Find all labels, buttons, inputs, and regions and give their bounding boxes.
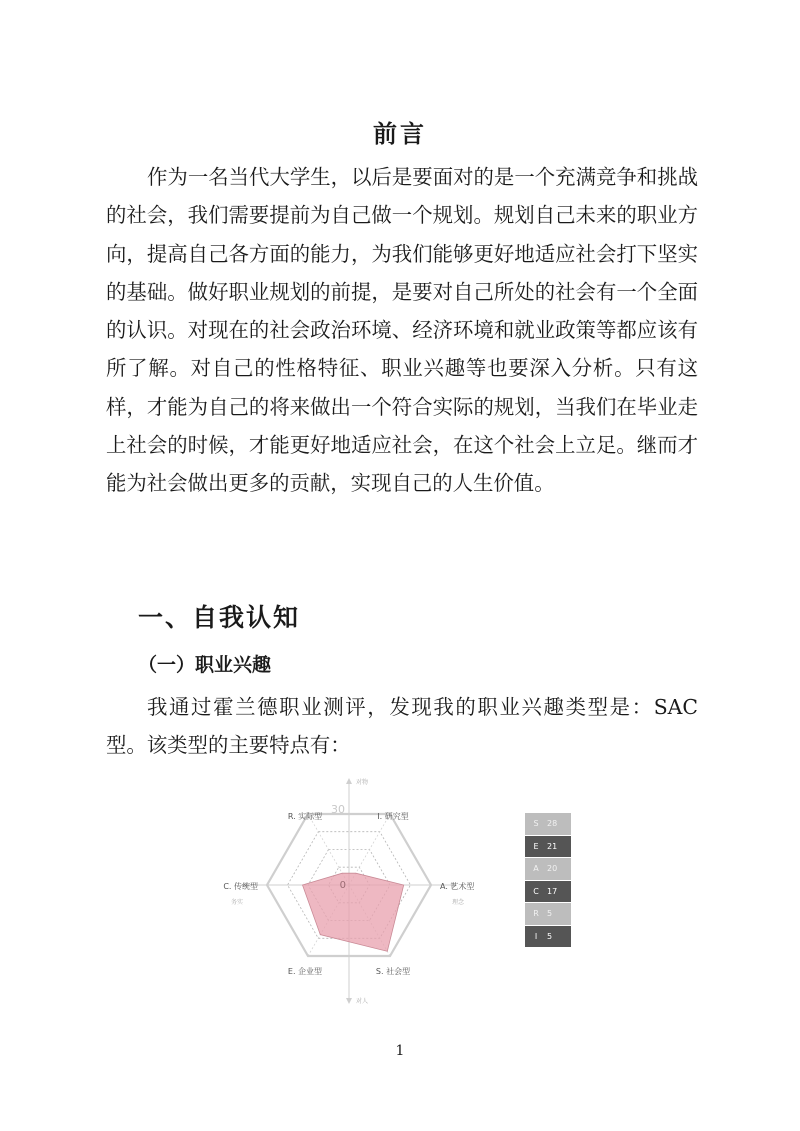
radar-data-area xyxy=(303,873,404,951)
legend-row xyxy=(525,836,571,858)
radar-dimension-label: 对人 xyxy=(356,998,369,1005)
radar-axis-label: C. 传统型 xyxy=(223,882,258,891)
legend-row xyxy=(525,881,571,903)
radar-dimension-label: 对物 xyxy=(356,779,369,786)
legend-row xyxy=(525,813,571,835)
legend-letter: S xyxy=(533,819,539,829)
axis-arrow-down xyxy=(346,998,352,1004)
radar-axis-label: E. 企业型 xyxy=(287,967,323,976)
radar-axis-label: A. 艺术型 xyxy=(440,882,475,891)
section-heading: 一、自我认知 xyxy=(138,603,301,632)
radar-axis-label: I. 研究型 xyxy=(377,812,409,821)
radar-center-label: 0 xyxy=(339,880,346,891)
legend-row xyxy=(525,858,571,880)
legend-value: 17 xyxy=(547,886,558,896)
radar-axis-label: R. 实际型 xyxy=(287,812,323,821)
legend-letter: I xyxy=(534,931,538,941)
page-title: 前言 xyxy=(373,120,427,148)
radar-axis-label: S. 社会型 xyxy=(375,967,411,976)
legend-row xyxy=(525,903,571,925)
legend-letter: E xyxy=(533,841,539,851)
legend-letter: C xyxy=(533,886,539,896)
radar-dimension-label: 理念 xyxy=(451,899,465,906)
axis-arrow-up xyxy=(346,778,352,784)
holland-radar-chart xyxy=(215,772,500,1017)
score-legend xyxy=(525,813,571,948)
legend-value: 28 xyxy=(547,819,558,829)
page-number: 1 xyxy=(395,1043,405,1059)
legend-value: 5 xyxy=(547,909,553,919)
legend-value: 20 xyxy=(547,864,558,874)
interest-paragraph: 我通过霍兰德职业测评，发现我的职业兴趣类型是：SAC 型。该类型的主要特点有： xyxy=(106,695,698,758)
legend-value: 21 xyxy=(547,841,558,851)
legend-letter: R xyxy=(533,909,539,919)
preface-paragraph: 作为一名当代大学生，以后是要面对的是一个充满竞争和挑战的社会，我们需要提前为自己做一个规划。规划自己未来的职业方向，提高自己各方面的能力，为我们能够更好地适应社会打下坚实的基础。做好职业规划的前提，是要对自己所处的社会有一个全面的认识。对现在的社会政治环境、经济环境和就业政策等都应该有所了解。对自己的性格特征、职业兴趣等也要深入分析。只有这样，才能为自己的将来做出一个符合实际的规划，当我们在毕业走上社会的时候，才能更好地适应社会，在这个社会上立足。继而才能为社会做出更多的贡献，实现自己的人生价值。 xyxy=(106,165,698,496)
subsection-heading: （一）职业兴趣 xyxy=(138,654,272,676)
legend-value: 5 xyxy=(547,931,553,941)
radar-max-label: 30 xyxy=(331,803,345,816)
legend-row xyxy=(525,926,571,948)
radar-dimension-label: 务实 xyxy=(230,899,244,906)
legend-letter: A xyxy=(533,864,539,874)
